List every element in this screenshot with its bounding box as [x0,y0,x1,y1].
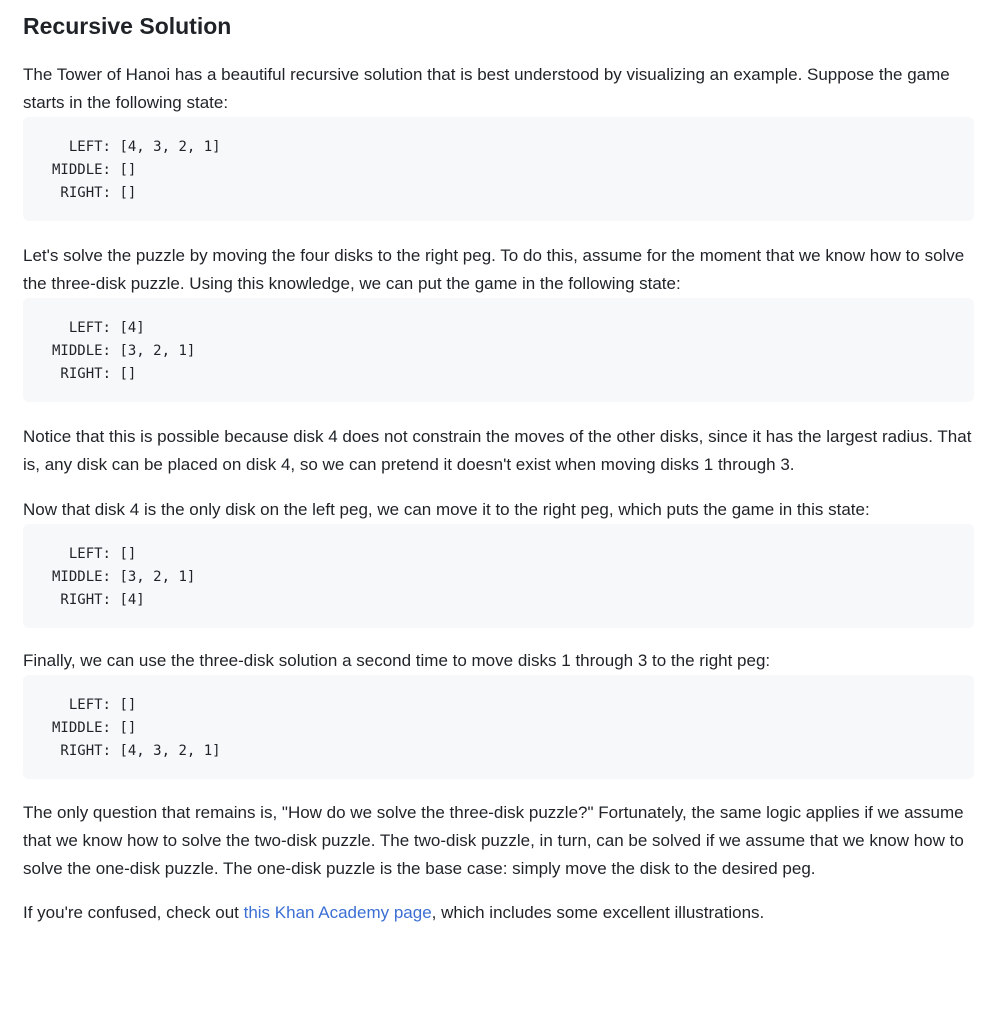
paragraph-remaining-question: The only question that remains is, "How do we solve the three-disk puzzle?" Fortunately, the same logic applies if we assume that we know how to solve the two-disk puzzle. The two-disk puzzle, in turn, can be solved if we assume that we know how to solve the one-disk puzzle. The one-disk puzzle is the base case: simply move the disk to the desired peg. [23,803,964,878]
section-heading: Recursive Solution [23,13,232,39]
middle-peg-value: [] [119,720,137,736]
code-block-state-4 [23,675,974,779]
code-line-right: RIGHT: [4, 3, 2, 1] [60,743,221,759]
right-peg-value: [] [119,185,137,201]
code-line-right: RIGHT: [4] [60,592,145,608]
middle-peg-value: [3, 2, 1] [119,343,196,359]
code-line-left: LEFT: [4, 3, 2, 1] [68,139,221,155]
paragraph-finally: Finally, we can use the three-disk solution a second time to move disks 1 through 3 to the right peg: [23,651,771,670]
paragraph-intro: The Tower of Hanoi has a beautiful recursive solution that is best understood by visualizing an example. Suppose the game starts in the following state: [23,65,950,112]
code-block-state-2 [23,298,974,402]
code-block-state-3 [23,524,974,628]
right-peg-value: [] [119,366,137,382]
code-line-left: LEFT: [] [68,546,137,562]
middle-peg-value: [] [119,162,137,178]
confused-text-before: If you're confused, check out [23,903,244,922]
code-line-middle: MIDDLE: [] [51,720,137,736]
code-line-right: RIGHT: [] [60,185,137,201]
right-peg-value: [4] [119,592,145,608]
left-peg-value: [4] [119,320,145,336]
khan-academy-link[interactable]: this Khan Academy page [243,903,432,922]
left-peg-value: [4, 3, 2, 1] [119,139,221,155]
code-block-state-1 [23,117,974,221]
right-peg-value: [4, 3, 2, 1] [119,743,221,759]
left-peg-value: [] [119,546,137,562]
paragraph-confused [23,899,974,927]
middle-peg-value: [3, 2, 1] [119,569,196,585]
code-line-middle: MIDDLE: [3, 2, 1] [51,343,196,359]
code-line-left: LEFT: [4] [68,320,145,336]
paragraph-move-disk-4: Now that disk 4 is the only disk on the left peg, we can move it to the right peg, which puts the game in this state: [23,500,870,519]
confused-text-after: , which includes some excellent illustrations. [431,903,765,922]
code-line-middle: MIDDLE: [] [51,162,137,178]
paragraph-notice: Notice that this is possible because disk 4 does not constrain the moves of the other disks, since it has the largest radius. That is, any disk can be placed on disk 4, so we can pretend it doesn't exist when moving disks 1 through 3. [23,427,972,474]
code-line-left: LEFT: [] [68,697,137,713]
code-line-right: RIGHT: [] [60,366,137,382]
left-peg-value: [] [119,697,137,713]
paragraph-solve-approach: Let's solve the puzzle by moving the four disks to the right peg. To do this, assume for the moment that we know how to solve the three-disk puzzle. Using this knowledge, we can put the game in the following state: [23,246,965,293]
code-line-middle: MIDDLE: [3, 2, 1] [51,569,196,585]
